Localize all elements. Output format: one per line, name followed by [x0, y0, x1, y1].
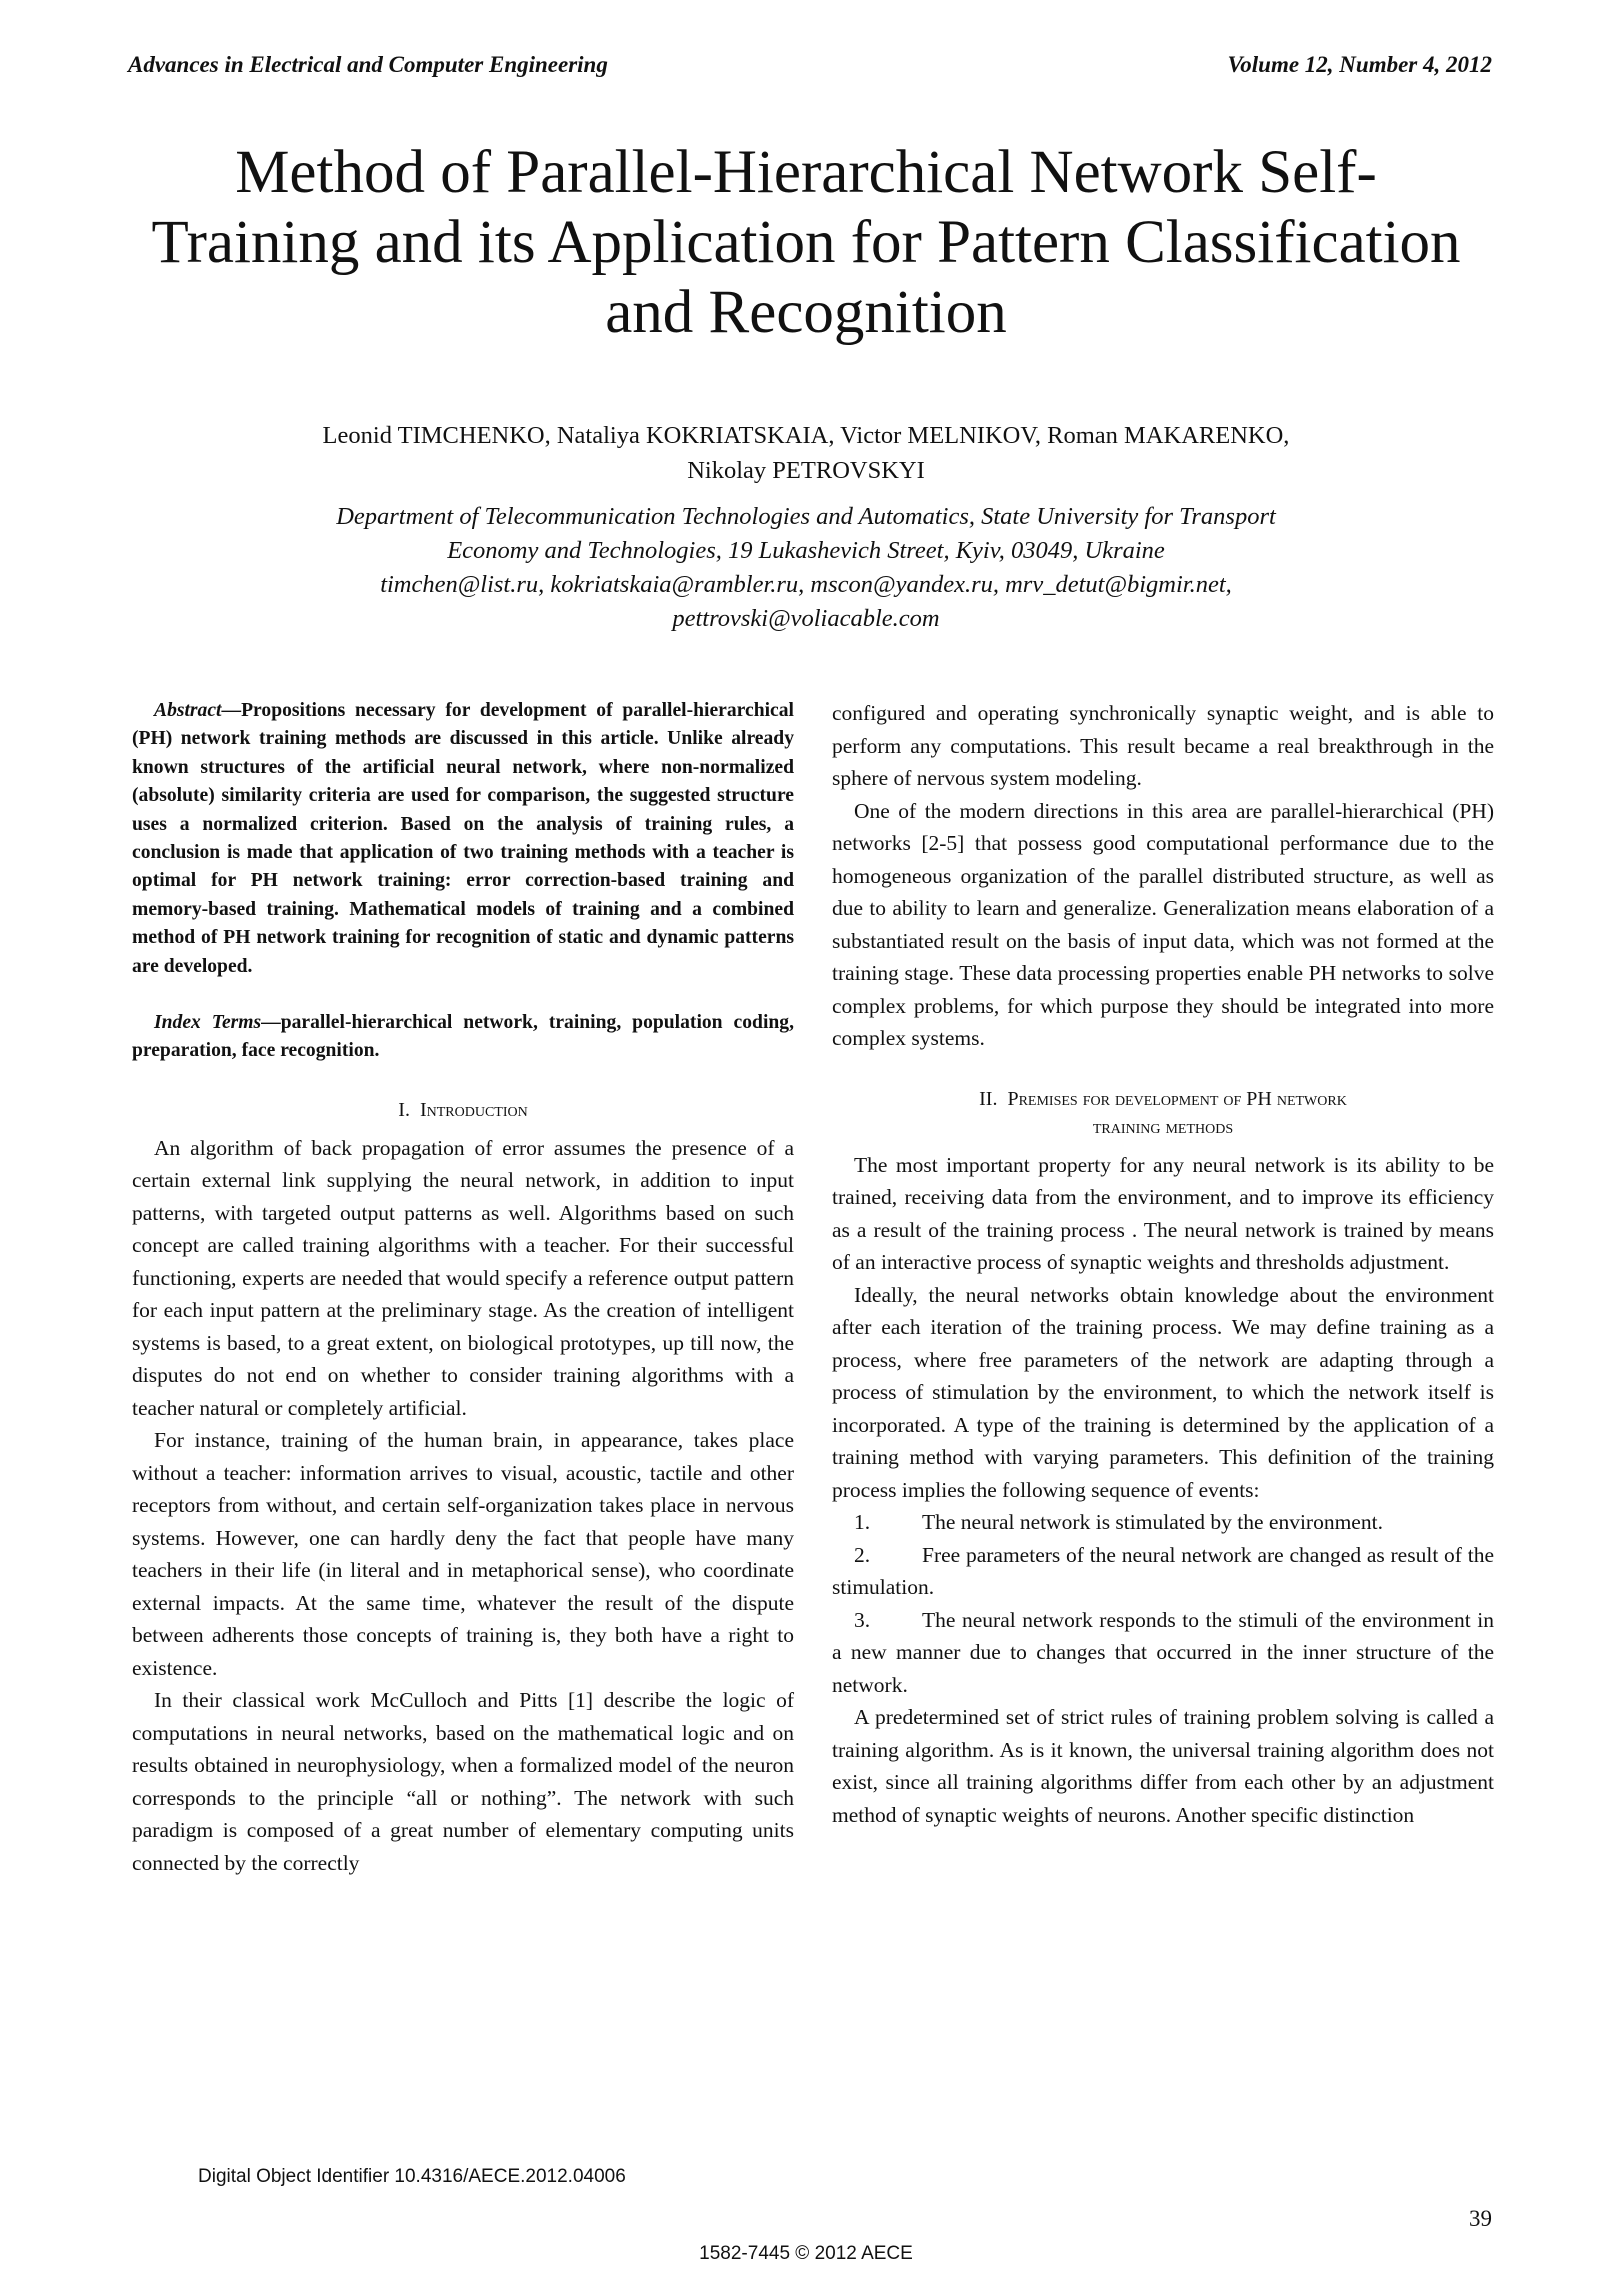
paragraph: One of the modern directions in this area are parallel-hierarchical (PH) networks [2-5] that possess good computational performance due to the homogeneous organization of the parallel distributed structure, as well as due to ability to learn and generalize. Generalization means elaboration of a substantiated result on the basis of input data, which was not formed at the training stage. These data processing properties enable PH networks to solve complex problems, for which purpose they should be integrated into more complex systems. — [832, 798, 1494, 1050]
email-line: timchen@list.ru, kokriatskaia@rambler.ru, mscon@yandex.ru, mrv_detut@bigmir.net, — [380, 571, 1232, 598]
section-title: Introduction — [419, 1098, 528, 1121]
paragraph: A predetermined set of strict rules of training problem solving is called a training algorithm. As is it known, the universal training algorithm does not exist, since all training algorithms differ from each other by an adjustment method of synaptic weights of neurons. Another specific distinction — [832, 1705, 1494, 1827]
list-text: The neural network is stimulated by the environment. — [922, 1510, 1383, 1534]
index-terms — [132, 1009, 794, 1066]
affiliation-line: Economy and Technologies, 19 Lukashevich Street, Kyiv, 03049, Ukraine — [447, 537, 1165, 564]
author-list — [150, 418, 1462, 488]
paragraph: The most important property for any neural network is its ability to be trained, receiving data from the environment, and to improve its efficiency as a result of the training process . The neural network is trained by means of an interactive process of synaptic weights and thresholds adjustment. — [832, 1152, 1494, 1274]
section-number: I. — [398, 1098, 410, 1121]
list-item — [832, 1604, 1494, 1702]
abstract-label: Abstract — [154, 700, 222, 721]
author-line: Leonid TIMCHENKO, Nataliya KOKRIATSKAIA, Victor MELNIKOV, Roman MAKARENKO, — [322, 422, 1290, 449]
affiliation — [150, 500, 1462, 636]
affiliation-line: Department of Telecommunication Technologies and Automatics, State University for Transport — [336, 503, 1276, 530]
list-text: Free parameters of the neural network are changed as result of the stimulation. — [832, 1542, 1494, 1599]
section-number: II. — [979, 1087, 998, 1110]
doi: Digital Object Identifier 10.4316/AECE.2012.04006 — [198, 2166, 626, 2187]
index-terms-label: Index Terms — [154, 1012, 262, 1034]
page-number: 39 — [1469, 2206, 1492, 2231]
right-column — [832, 697, 1494, 1831]
paragraph: configured and operating synchronically synaptic weight, and is able to perform any computations. This result became a real breakthrough in the sphere of nervous system modeling. — [832, 701, 1494, 790]
paragraph: In their classical work McCulloch and Pitts [1] describe the logic of computations in neural networks, based on the mathematical logic and on results obtained in neurophysiology, when a formalized model of the neuron corresponds to the principle “all or nothing”. The network with such paradigm is composed of a great number of elementary computing units connected by the correctly — [132, 1688, 794, 1875]
running-header-volume: Volume 12, Number 4, 2012 — [1227, 52, 1492, 77]
paragraph: An algorithm of back propagation of error assumes the presence of a certain external link supplying the neural network, in addition to input patterns, with targeted output patterns as well. Algorithms based on such concept are called training algorithms with a teacher. For their successful functioning, experts are needed that would specify a reference output pattern for each input pattern at the preliminary stage. As the creation of intelligent systems is based, to a great extent, on biological prototypes, up till now, the disputes do not end on whether to consider training algorithms with a teacher natural or completely artificial. — [132, 1135, 794, 1420]
paragraph: Ideally, the neural networks obtain knowledge about the environment after each iteration of the training process. We may define training as a process, where free parameters of the network are adapting through a process of stimulation by the environment, to which the network itself is incorporated. A type of the training is determined by the application of a training method with varying parameters. This definition of the training process implies the following sequence of events: — [832, 1282, 1494, 1502]
list-item — [832, 1506, 1494, 1539]
section-title-line: training methods — [1092, 1115, 1234, 1138]
list-text: The neural network responds to the stimuli of the environment in a new manner due to changes that occurred in the inner structure of the network. — [832, 1607, 1494, 1697]
list-number: 3. — [854, 1607, 871, 1632]
left-column — [132, 697, 794, 1879]
index-terms-text: —parallel-hierarchical network, training, population coding, preparation, face recognition. — [132, 1012, 794, 1062]
email-line: pettrovski@voliacable.com — [672, 605, 940, 632]
section-title-line: Premises for development of PH network — [1007, 1087, 1347, 1110]
abstract-text: —Propositions necessary for development of parallel-hierarchical (PH) network training methods are discussed in this article. Unlike already known structures of the artificial neural network, where non-normalized (absolute) similarity criteria are used for comparison, the suggested structure uses a normalized criterion. Based on the analysis of training rules, a conclusion is made that application of two training methods with a teacher is optimal for PH network training: error correction-based training and memory-based training. Mathematical models of training and a combined method of PH network training for recognition of static and dynamic patterns are developed. — [132, 700, 794, 977]
paragraph: For instance, training of the human brain, in appearance, takes place without a teacher: information arrives to visual, acoustic, tactile and other receptors from without, and certain self-organization takes place in nervous systems. However, one can hardly deny the fact that people have many teachers in their life (in literal and in metaphorical sense), who coordinate external impacts. At the same time, whatever the result of the dispute between adherents those concepts of training is, they both have a right to existence. — [132, 1428, 794, 1680]
abstract — [132, 697, 794, 981]
list-item — [832, 1539, 1494, 1604]
list-number: 2. — [854, 1542, 871, 1567]
issn-copyright: 1582-7445 © 2012 AECE — [699, 2243, 913, 2264]
list-number: 1. — [854, 1510, 871, 1534]
author-line: Nikolay PETROVSKYI — [687, 457, 925, 484]
section-heading-introduction — [132, 1096, 794, 1124]
running-header-journal: Advances in Electrical and Computer Engineering — [128, 52, 608, 77]
section-heading-premises — [832, 1085, 1494, 1141]
paper-title: Method of Parallel-Hierarchical Network Self-Training and its Application for Pattern Classification and Recognition — [151, 139, 1461, 346]
